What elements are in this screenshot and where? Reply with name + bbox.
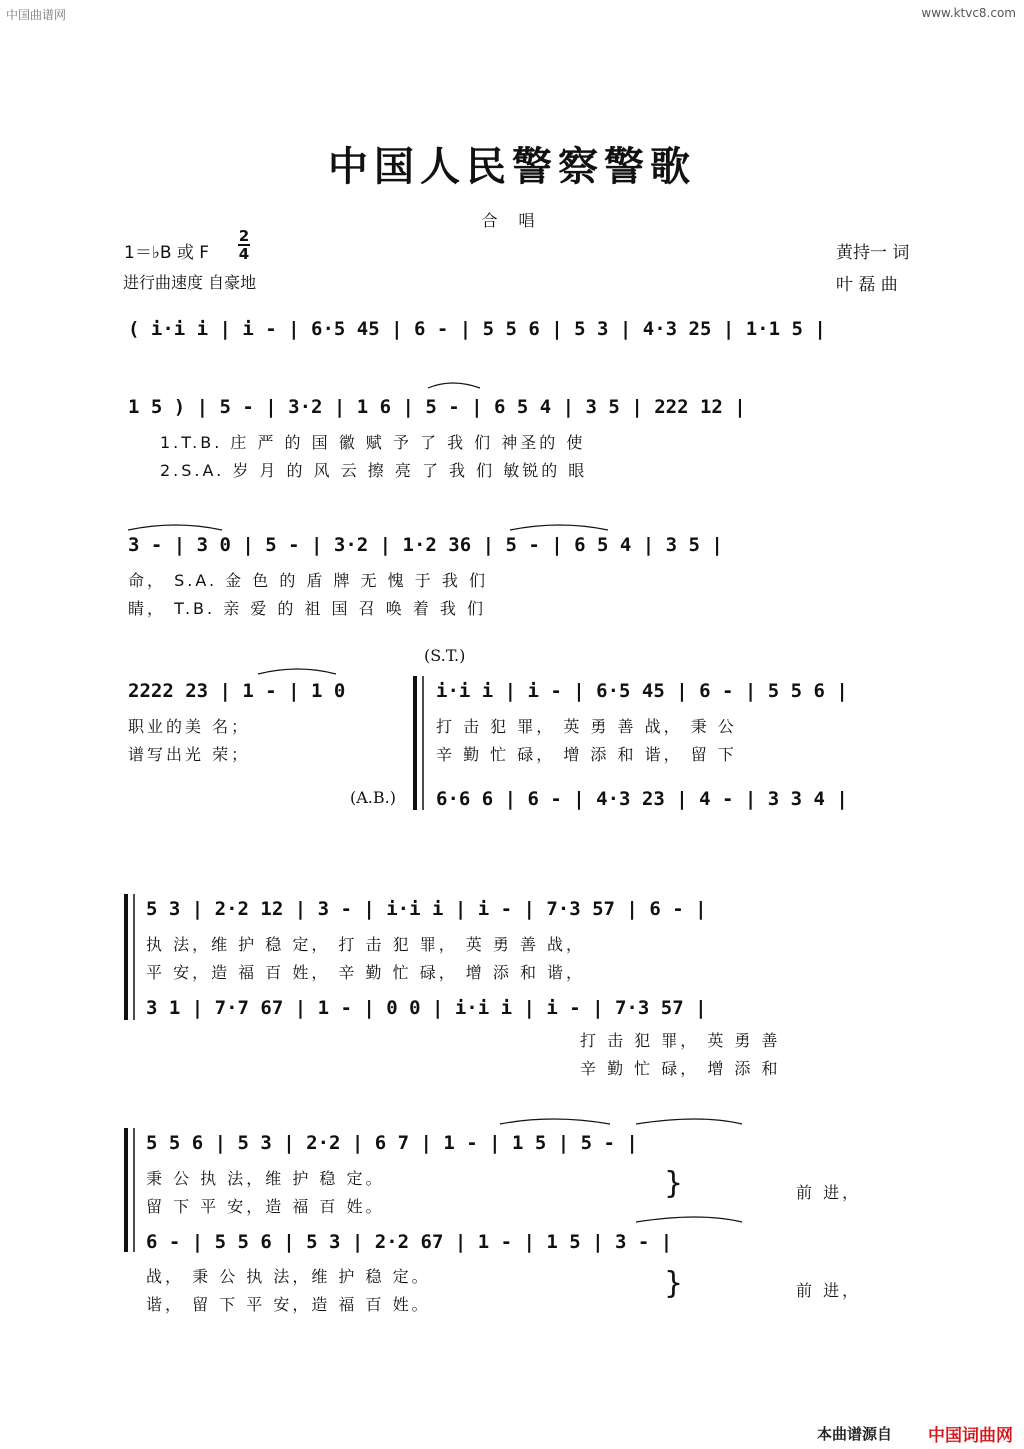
slur-line-6: [500, 1119, 610, 1124]
lyric-line-6-upper-ending: 前 进，: [796, 1183, 862, 1202]
footer-source-label: 本曲谱源自: [817, 1425, 893, 1443]
lyric-line-3-verse-2: 睛， T.B. 亲 爱 的 祖 国 召 唤 着 我 们: [128, 599, 486, 618]
slur-line-3: [128, 525, 222, 530]
time-bottom: 4: [238, 245, 250, 263]
slur-line-3b: [510, 525, 608, 530]
watermark-left: 中国曲谱网: [6, 8, 67, 22]
notation-line-5-upper: 5 3 | 2·2 12 | 3 - | i·i i | i - | 7·3 57 | 6 - |: [146, 898, 707, 920]
lyric-line-6-upper-verse-1: 秉 公 执 法，维 护 稳 定。: [146, 1169, 385, 1188]
song-title: 中国人民警察警歌: [328, 143, 696, 190]
notation-line-2: 1 5 ) | 5 - | 3·2 | 1 6 | 5 - | 6 5 4 | 3 5 | 222 12 |: [128, 396, 746, 418]
lyric-line-4-upper-verse-2: 辛 勤 忙 碌， 增 添 和 谐， 留 下: [436, 745, 737, 764]
lyric-line-6-lower-verse-1: 战， 秉 公 执 法，维 护 稳 定。: [146, 1267, 431, 1286]
time-top: 2: [238, 227, 250, 245]
verse-brace-lower: }: [664, 1266, 684, 1301]
notation-line-4-intro: 2222 23 | 1 - | 1 0: [128, 680, 346, 702]
notation-line-4-lower: 6·6 6 | 6 - | 4·3 23 | 4 - | 3 3 4 |: [436, 788, 848, 810]
slur-line-6c: [636, 1217, 742, 1222]
notation-line-6-upper: 5 5 6 | 5 3 | 2·2 | 6 7 | 1 - | 1 5 | 5 - |: [146, 1132, 638, 1154]
song-subtitle: 合 唱: [481, 211, 543, 230]
watermark-right: www.ktvc8.com: [921, 6, 1016, 20]
lyric-line-2-verse-1: 1.T.B. 庄 严 的 国 徽 赋 予 了 我 们 神圣的 使: [160, 433, 586, 452]
notation-line-3: 3 - | 3 0 | 5 - | 3·2 | 1·2 36 | 5 - | 6 5 4 | 3 5 |: [128, 534, 723, 556]
part-label-st: (S.T.): [424, 646, 466, 665]
composer-credit: 叶 磊 曲: [836, 275, 898, 295]
notation-line-6-lower: 6 - | 5 5 6 | 5 3 | 2·2 67 | 1 - | 1 5 | 3 - |: [146, 1231, 673, 1253]
notation-line-4-upper: i·i i | i - | 6·5 45 | 6 - | 5 5 6 |: [436, 680, 848, 702]
verse-brace-upper: }: [664, 1166, 684, 1201]
lyric-line-4-intro-verse-2: 谱写出光 荣；: [128, 745, 251, 764]
lyric-line-6-lower-verse-2: 谐， 留 下 平 安，造 福 百 姓。: [146, 1295, 431, 1314]
tempo-marking: 进行曲速度 自豪地: [123, 273, 257, 292]
lyric-line-2-verse-2: 2.S.A. 岁 月 的 风 云 擦 亮 了 我 们 敏锐的 眼: [160, 461, 588, 480]
slur-line-4: [258, 669, 336, 674]
slur-line-6b: [636, 1119, 742, 1124]
lyric-line-6-lower-ending: 前 进，: [796, 1281, 862, 1300]
lyricist-credit: 黄持一 词: [836, 243, 910, 263]
lyric-line-5-lower-verse-2: 辛 勤 忙 碌， 增 添 和: [580, 1059, 781, 1078]
lyric-line-5-lower-verse-1: 打 击 犯 罪， 英 勇 善: [580, 1031, 781, 1050]
lyric-line-4-upper-verse-1: 打 击 犯 罪， 英 勇 善 战， 秉 公: [436, 717, 737, 736]
slur-line-2: [428, 383, 480, 388]
lyric-line-5-upper-verse-1: 执 法，维 护 稳 定， 打 击 犯 罪， 英 勇 善 战，: [146, 935, 586, 954]
notation-line-1: ( i·i i | i - | 6·5 45 | 6 - | 5 5 6 | 5 3 | 4·3 25 | 1·1 5 |: [128, 318, 826, 340]
footer-site-link[interactable]: 中国词曲网: [928, 1426, 1013, 1446]
lyric-line-6-upper-verse-2: 留 下 平 安，造 福 百 姓。: [146, 1197, 385, 1216]
lyric-line-5-upper-verse-2: 平 安，造 福 百 姓， 辛 勤 忙 碌， 增 添 和 谐，: [146, 963, 586, 982]
lyric-line-3-verse-1: 命， S.A. 金 色 的 盾 牌 无 愧 于 我 们: [128, 571, 488, 590]
lyric-line-4-intro-verse-1: 职业的美 名；: [128, 717, 251, 736]
part-label-ab: (A.B.): [350, 788, 396, 807]
notation-line-5-lower: 3 1 | 7·7 67 | 1 - | 0 0 | i·i i | i - | 7·3 57 |: [146, 997, 707, 1019]
key-signature: 1＝♭B 或 F: [124, 243, 210, 263]
